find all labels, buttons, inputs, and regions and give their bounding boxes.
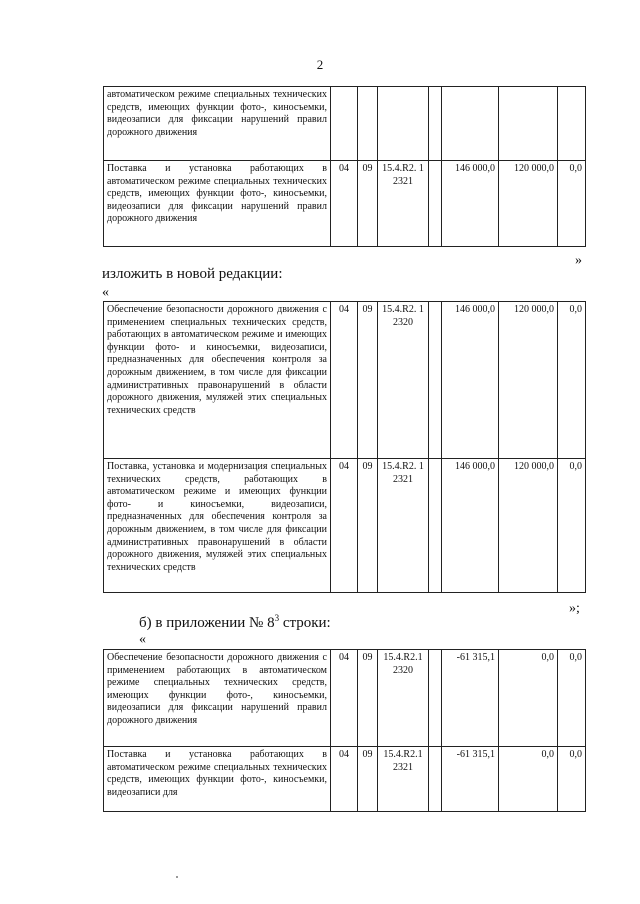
- table-old-rows: [103, 86, 586, 247]
- cell-section: 04: [331, 650, 358, 747]
- appendix-sup: 3: [274, 613, 280, 623]
- cell-section: 04: [331, 302, 358, 459]
- cell-subsection: [358, 87, 378, 161]
- cell-amount-3: 0,0: [558, 747, 586, 812]
- cell-amount-3: 0,0: [558, 650, 586, 747]
- cell-amount-2: 120 000,0: [499, 302, 558, 459]
- row-name: Обеспечение безопасности дорожного движения с применением работающих в автоматическом режиме специальных технических средств, имеющих функции фото-, киносъемки, видеозаписи для фиксации нарушений правил дорожного движения: [104, 650, 331, 747]
- cell-amount-1: 146 000,0: [442, 302, 499, 459]
- cell-target-code: 15.4.R2.1 2320: [378, 650, 429, 747]
- cell-target-code: 15.4.R2. 12321: [378, 161, 429, 247]
- cell-amount-2: 120 000,0: [499, 459, 558, 593]
- row-name: Поставка, установка и модернизация специальных технических средств, работающих в автоматическом режиме и имеющих функции фото- и киносъемки, видеозаписи, предназначенных для обеспечения контроля за дорожным движением, в том числе для фиксации административных правонарушений в области дорожного движения, муляжей этих специальных технических средств: [104, 459, 331, 593]
- cell-target-code: 15.4.R2. 12321: [378, 459, 429, 593]
- cell-amount-3: 0,0: [558, 161, 586, 247]
- cell-amount-2: [499, 87, 558, 161]
- paragraph-new-edition: изложить в новой редакции:: [102, 266, 283, 282]
- cell-expense-type: [429, 650, 442, 747]
- table-row: [104, 459, 586, 593]
- cell-subsection: 09: [358, 302, 378, 459]
- row-name: Обеспечение безопасности дорожного движения с применением специальных технических средств, работающих в автоматическом режиме и имеющих функции фото- и киносъемки, видеозаписи, предназначенных для обеспечения контроля за дорожным движением, в том числе для фиксации административных правонарушений в области дорожного движения, муляжей этих специальных технических средств: [104, 302, 331, 459]
- open-quote-2: «: [139, 632, 146, 647]
- cell-subsection: 09: [358, 747, 378, 812]
- table-row: [104, 161, 586, 247]
- cell-amount-1: [442, 87, 499, 161]
- cell-section: 04: [331, 459, 358, 593]
- table-row: [104, 650, 586, 747]
- cell-expense-type: [429, 747, 442, 812]
- cell-amount-2: 0,0: [499, 650, 558, 747]
- cell-subsection: 09: [358, 459, 378, 593]
- appendix-suffix: строки:: [279, 615, 331, 631]
- table-appendix-rows: [103, 649, 586, 812]
- page-number: 2: [316, 57, 324, 72]
- close-quote-2: »;: [569, 601, 580, 616]
- cell-amount-1: -61 315,1: [442, 650, 499, 747]
- cell-target-code: 15.4.R2. 12320: [378, 302, 429, 459]
- cell-amount-2: 120 000,0: [499, 161, 558, 247]
- table-row: [104, 747, 586, 812]
- cell-subsection: 09: [358, 161, 378, 247]
- cell-section: 04: [331, 747, 358, 812]
- cell-amount-3: 0,0: [558, 302, 586, 459]
- cell-section: 04: [331, 161, 358, 247]
- paragraph-appendix: [139, 613, 331, 632]
- cell-amount-3: 0,0: [558, 459, 586, 593]
- cell-expense-type: [429, 302, 442, 459]
- row-name: Поставка и установка работающих в автоматическом режиме специальных технических средств, имеющих функции фото-, киносъемки, видеозаписи для фиксации нарушений правил дорожного движения: [104, 161, 331, 247]
- table-row: [104, 87, 586, 161]
- cell-amount-1: -61 315,1: [442, 747, 499, 812]
- cell-expense-type: [429, 459, 442, 593]
- cell-amount-1: 146 000,0: [442, 161, 499, 247]
- row-name: автоматическом режиме специальных технических средств, имеющих функции фото-, киносъемки, видеозаписи для фиксации нарушений правил дорожного движения: [104, 87, 331, 161]
- open-quote-1: «: [102, 285, 109, 300]
- cell-target-code: [378, 87, 429, 161]
- cell-section: [331, 87, 358, 161]
- scan-speck: [176, 876, 178, 878]
- appendix-prefix: б) в приложении № 8: [139, 615, 275, 631]
- cell-amount-3: [558, 87, 586, 161]
- cell-target-code: 15.4.R2.1 2321: [378, 747, 429, 812]
- cell-amount-1: 146 000,0: [442, 459, 499, 593]
- table-new-rows: [103, 301, 586, 593]
- table-row: [104, 302, 586, 459]
- cell-expense-type: [429, 161, 442, 247]
- row-name: Поставка и установка работающих в автоматическом режиме специальных технических средств, имеющих функции фото-, киносъемки, видеозаписи для: [104, 747, 331, 812]
- cell-subsection: 09: [358, 650, 378, 747]
- cell-amount-2: 0,0: [499, 747, 558, 812]
- cell-expense-type: [429, 87, 442, 161]
- close-quote-1: »: [575, 253, 582, 268]
